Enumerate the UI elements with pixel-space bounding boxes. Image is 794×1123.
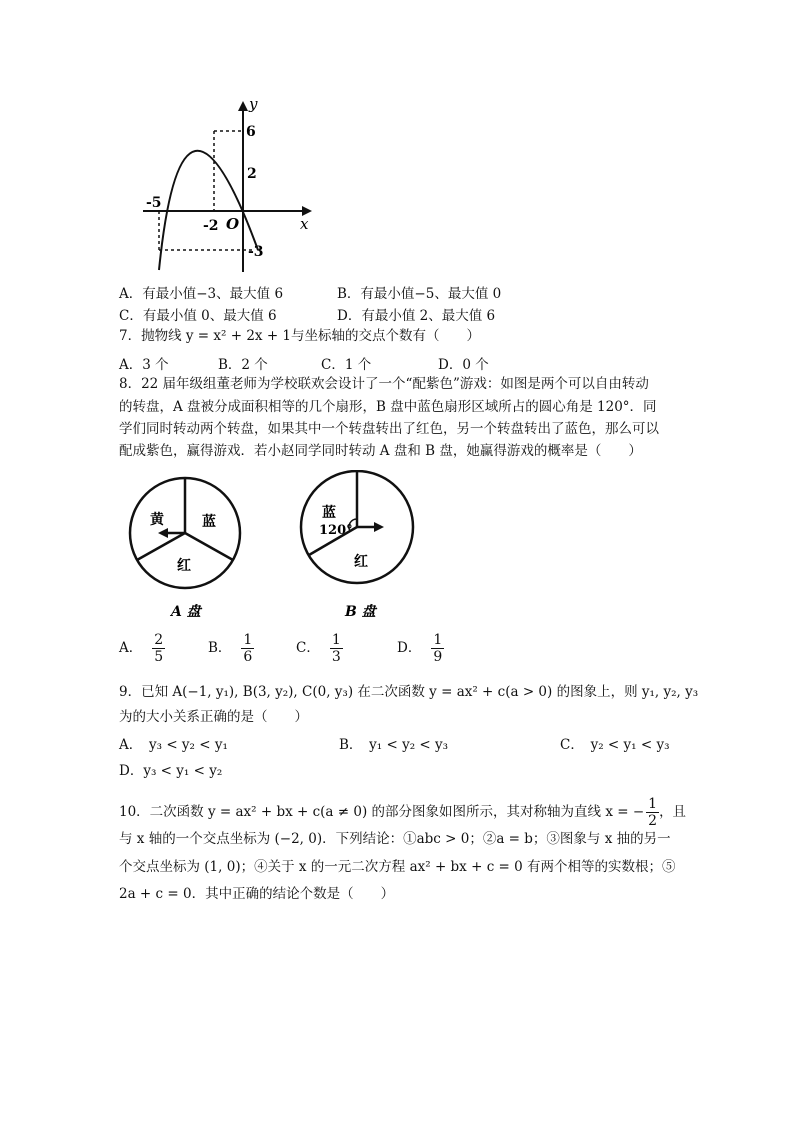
q9-option-b[interactable]: B． y₁ < y₂ < y₃	[339, 737, 449, 753]
q8-option-a-fraction: $\frac{2}{5}$	[154, 632, 164, 665]
q9-line-2: 为的大小关系正确的是（ ）	[119, 709, 308, 725]
q9-option-d[interactable]: D．y₃ < y₁ < y₂	[119, 763, 223, 779]
disk-a-caption: A 盘	[171, 604, 201, 620]
q8-line-1: 8．22 届年级组董老师为学校联欢会设计了一个“配紫色”游戏：如图是两个可以自由转动	[119, 376, 649, 392]
q10-line-2: 与 x 轴的一个交点坐标为 (−2, 0)．下列结论：①abc > 0；②a = b；③图象与 x 抽的另一	[119, 831, 671, 847]
spinner-disks	[120, 470, 430, 630]
tick-label-6: 6	[246, 124, 256, 140]
q8-option-d[interactable]	[397, 632, 444, 665]
q8-option-b-fraction: $\frac{1}{6}$	[243, 632, 253, 665]
q10-line-3: 个交点坐标为 (1, 0)；④关于 x 的一元二次方程 ax² + bx + c = 0 有两个相等的实数根；⑤	[119, 859, 676, 875]
q8-option-d-letter: D．	[397, 640, 422, 656]
parabola-graph	[140, 95, 320, 280]
q9-line-1: 9．已知 A(−1, y₁), B(3, y₂), C(0, y₃) 在二次函数 y = ax² + c(a > 0) 的图象上，则 y₁, y₂, y₃	[119, 684, 699, 700]
q6-option-a[interactable]: A．有最小值−3、最大值 6	[119, 286, 284, 302]
origin-label: O	[226, 215, 240, 233]
y-axis-arrow	[238, 101, 248, 111]
q7-option-d[interactable]: D．0 个	[438, 357, 489, 373]
q8-option-a-letter: A．	[119, 640, 143, 656]
tick-label-minus3: -3	[248, 244, 264, 260]
q7-option-a[interactable]: A．3 个	[119, 357, 169, 373]
q8-option-a[interactable]	[119, 632, 165, 665]
q10-line-4: 2a + c = 0．其中正确的结论个数是（ ）	[119, 886, 395, 902]
disk-a-blue-label: 蓝	[202, 514, 216, 530]
q8-option-c-letter: C．	[296, 640, 320, 656]
q9-option-c[interactable]: C． y₂ < y₁ < y₃	[560, 737, 670, 753]
disk-a	[130, 478, 240, 620]
q8-line-2: 的转盘，A 盘被分成面积相等的几个扇形，B 盘中蓝色扇形区域所占的圆心角是 120°．同	[119, 399, 657, 415]
q6-option-b[interactable]: B．有最小值−5、最大值 0	[337, 286, 502, 302]
q6-option-c[interactable]: C．有最小值 0、最大值 6	[119, 308, 277, 324]
disk-b-red-label: 红	[354, 554, 368, 570]
q8-line-3: 学们同时转动两个转盘，如果其中一个转盘转出了红色，另一个转盘转出了蓝色，那么可以	[119, 421, 659, 437]
q10-fraction: $\frac{1}{2}$	[648, 796, 658, 829]
tick-label-2: 2	[247, 166, 257, 182]
q7-stem: 7．抛物线 y = x² + 2x + 1与坐标轴的交点个数有（ ）	[119, 328, 481, 344]
q6-option-d[interactable]: D．有最小值 2、最大值 6	[337, 308, 496, 324]
disk-b-caption: B 盘	[345, 604, 376, 620]
disk-b-blue-label: 蓝	[322, 505, 336, 521]
q7-option-b[interactable]: B．2 个	[218, 357, 268, 373]
disk-a-red-label: 红	[177, 558, 191, 574]
q10-line-1-tail: ，且	[659, 804, 687, 820]
q8-option-c-fraction: $\frac{1}{3}$	[331, 632, 341, 665]
q8-option-b[interactable]	[208, 632, 254, 665]
q10-line-1-text: 10．二次函数 y = ax² + bx + c(a ≠ 0) 的部分图象如图所示，其对称轴为直线 x = −	[119, 804, 645, 820]
disk-b-angle-label: 120°	[319, 523, 353, 538]
y-axis-label: y	[249, 95, 258, 113]
tick-label-minus5: -5	[146, 195, 162, 211]
x-axis-label: x	[300, 215, 309, 233]
q8-option-d-fraction: $\frac{1}{9}$	[433, 632, 443, 665]
q9-option-a[interactable]: A． y₃ < y₂ < y₁	[119, 737, 228, 753]
q8-option-b-letter: B．	[208, 640, 232, 656]
disk-a-yellow-label: 黄	[150, 512, 164, 528]
q10-line-1	[119, 796, 686, 829]
q8-line-4: 配成紫色，赢得游戏．若小赵同学同时转动 A 盘和 B 盘，她赢得游戏的概率是（ ）	[119, 443, 642, 459]
q8-option-c[interactable]	[296, 632, 343, 665]
disk-a-pointer-arrow	[158, 528, 168, 538]
disk-b-pointer-arrow	[374, 522, 384, 532]
disk-b	[301, 471, 413, 620]
tick-label-minus2: -2	[203, 218, 219, 234]
q7-option-c[interactable]: C．1 个	[321, 357, 372, 373]
